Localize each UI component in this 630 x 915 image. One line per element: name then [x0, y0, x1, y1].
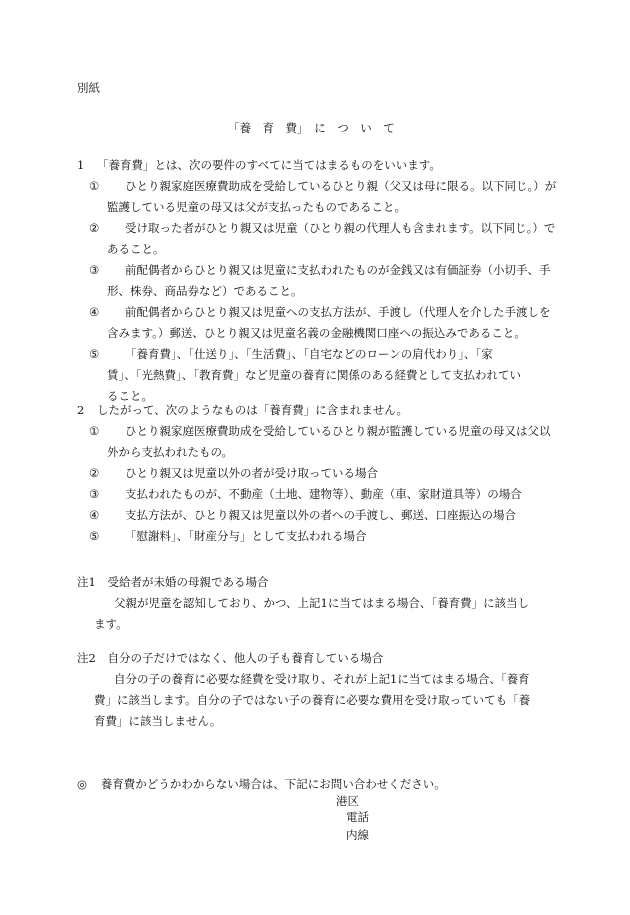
section-1 [77, 155, 567, 407]
item-marker: ③ [89, 487, 100, 501]
section-2-number: 2 [77, 403, 85, 417]
note-2-heading: 注2 自分の子だけではなく、他人の子も養育している場合 [77, 651, 384, 665]
item-marker: ④ [89, 508, 100, 522]
note-1 [77, 572, 567, 635]
attachment-label: 別紙 [77, 81, 100, 95]
section-2-item: ⑤ 「慰謝料」、「財産分与」として支払われる場合 [89, 526, 567, 547]
section-1-item: ② 受け取った者がひとり親又は児童（ひとり親の代理人も含まれます。以下同じ。）で あること。 [89, 218, 567, 260]
note-2-label: 注2 [77, 651, 96, 665]
double-circle-icon: ◎ [77, 777, 88, 791]
note-1-body-line: 父親が児童を認知しており、かつ、上記1に当てはまる場合、「養育費」に該当し [114, 596, 530, 610]
item-marker: ② [89, 466, 100, 480]
page-title: 「養 育 費」 に つ い て [228, 121, 395, 135]
contact-phone-label: 電話 [346, 810, 369, 824]
section-1-item: ① ひとり親家庭医療費助成を受給しているひとり親（父又は母に限る。以下同じ。）が 監護している児童の母又は父が支払ったものであること。 [89, 176, 567, 218]
section-2-item: ④ 支払方法が、ひとり親又は児童以外の者への手渡し、郵送、口座振込の場合 [89, 505, 567, 526]
section-2-item: ② ひとり親又は児童以外の者が受け取っている場合 [89, 463, 567, 484]
item-marker: ① [89, 179, 100, 193]
contact-office: 港区 [336, 794, 359, 808]
contact-notice [77, 774, 446, 795]
section-1-item: ④ 前配偶者からひとり親又は児童への支払方法が、手渡し（代理人を介した手渡しを 含みます。）郵送、ひとり親又は児童名義の金融機関口座への振込みであること。 [89, 302, 567, 344]
contact-extension-label: 内線 [346, 828, 369, 842]
section-2-item: ① ひとり親家庭医療費助成を受給しているひとり親が監護している児童の母又は父以 外から支払われたもの。 [89, 421, 567, 463]
section-2-item: ③ 支払われたものが、不動産（土地、建物等）、動産（車、家財道具等）の場合 [89, 484, 567, 505]
note-2-body-line: 育費」に該当しません。 [94, 714, 222, 728]
item-marker: ③ [89, 263, 100, 277]
note-2-body-line: 費」に該当します。自分の子ではない子の養育に必要な費用を受け取っていても「養 [94, 693, 531, 707]
section-1-item: ⑤ 「養育費」、「仕送り」、「生活費」、「自宅などのローンの肩代わり」、「家 賃」、「光熱費」、「教育費」など児童の養育に関係のある経費として支払われてい ること。 [89, 344, 567, 407]
note-1-body-line: ます。 [94, 617, 128, 631]
item-marker: ④ [89, 305, 100, 319]
section-1-heading: 1 「養育費」とは、次の要件のすべてに当てはまるものをいいます。 [77, 155, 567, 176]
item-marker: ② [89, 221, 100, 235]
section-1-number: 1 [77, 158, 85, 172]
section-1-item: ③ 前配偶者からひとり親又は児童に支払われたものが金銭又は有価証券（小切手、手 形、株券、商品券など）であること。 [89, 260, 567, 302]
note-2-body-line: 自分の子の養育に必要な経費を受け取り、それが上記1に当てはまる場合、「養育 [114, 672, 530, 686]
note-1-heading: 注1 受給者が未婚の母親である場合 [77, 575, 269, 589]
item-marker: ⑤ [89, 347, 100, 361]
contact-text: 養育費かどうかわからない場合は、下記にお問い合わせください。 [100, 777, 446, 791]
section-2-heading: 2 したがって、次のようなものは「養育費」に含まれません。 [77, 400, 567, 421]
item-marker: ① [89, 424, 100, 438]
note-1-label: 注1 [77, 575, 96, 589]
note-2 [77, 648, 567, 732]
section-2 [77, 400, 567, 547]
item-marker: ⑤ [89, 529, 100, 543]
